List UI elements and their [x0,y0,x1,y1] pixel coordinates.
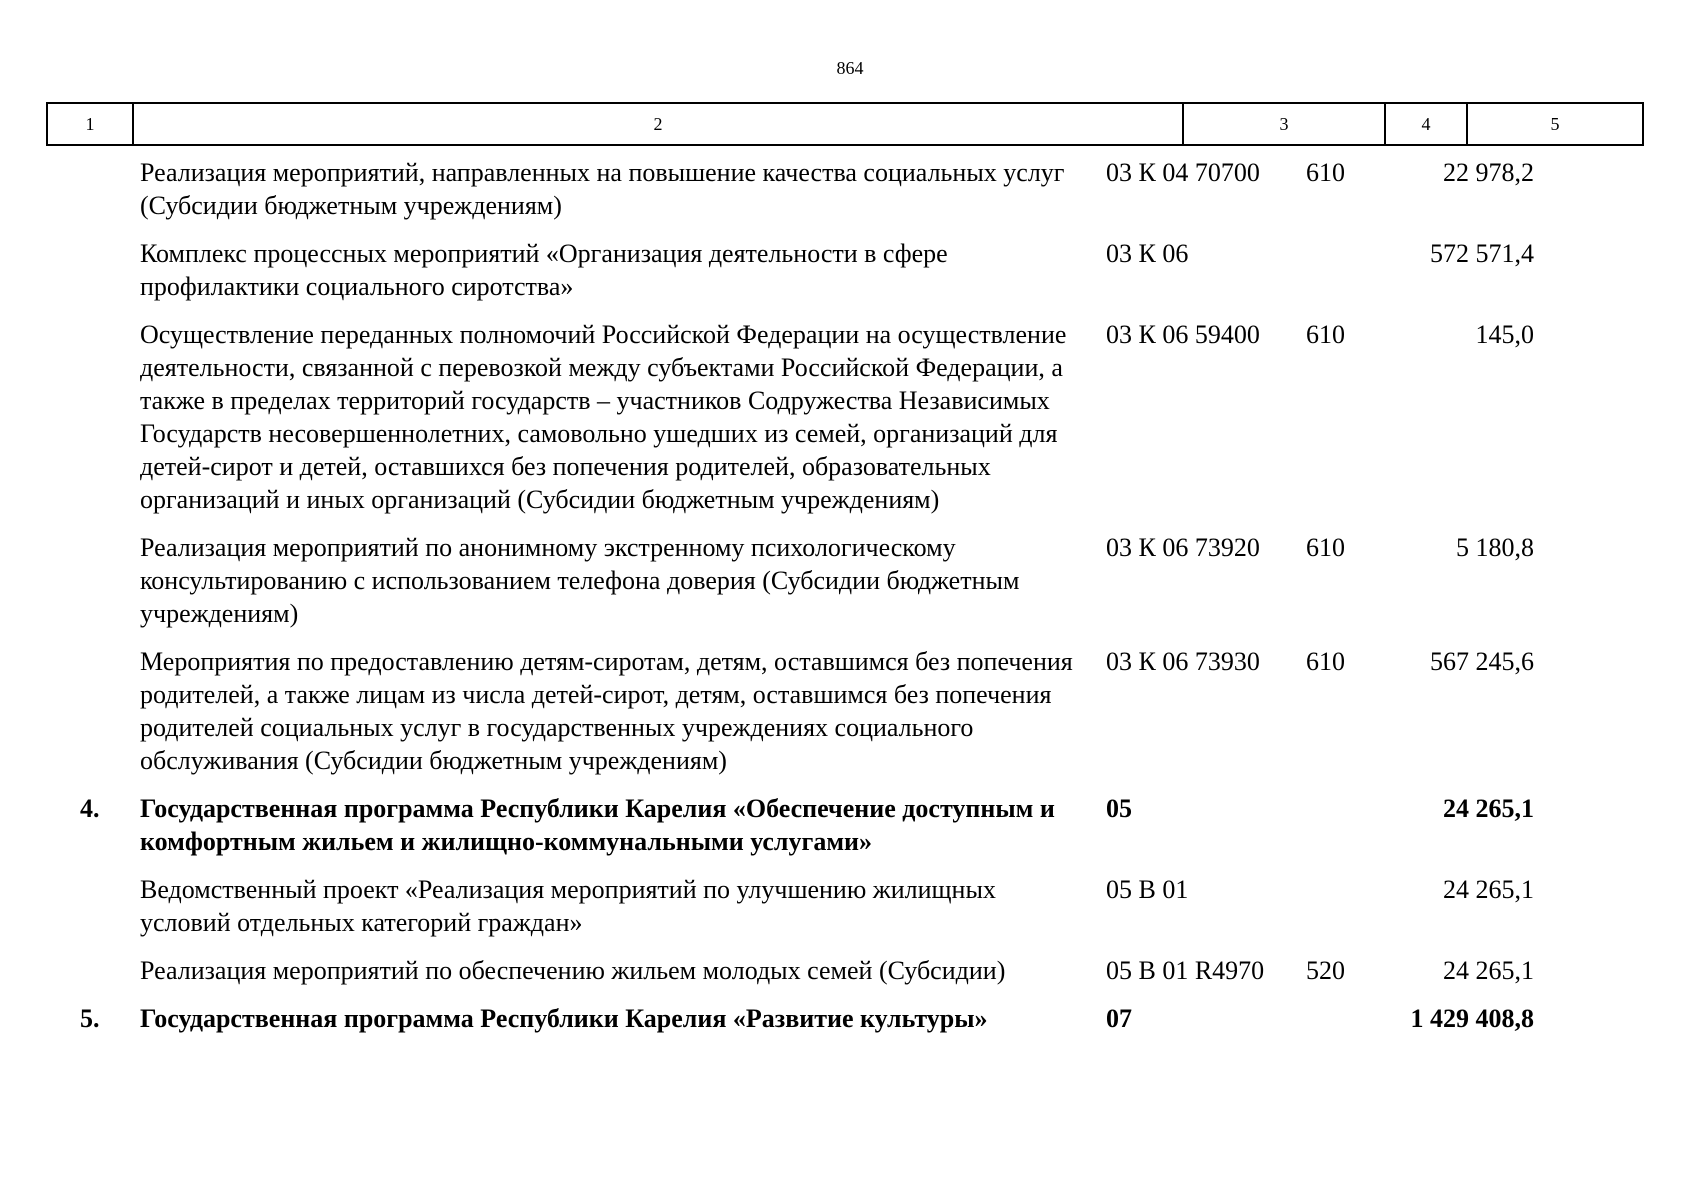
table-row-program [46,1002,1642,1035]
row-amount: 572 571,4 [1430,239,1534,268]
row-expense-type: 610 [1306,320,1345,349]
table-row-program [46,792,1642,858]
table-row [46,156,1642,222]
page-number: 864 [836,58,864,78]
row-amount: 22 978,2 [1443,158,1534,187]
column-header-2: 2 [133,103,1183,145]
table-row [46,531,1642,630]
row-code: 05 В 01 [1106,875,1189,904]
row-amount: 24 265,1 [1443,875,1534,904]
table-row [46,873,1642,939]
row-description: Реализация мероприятий по обеспечению жильем молодых семей (Субсидии) [140,956,1006,985]
column-header-1: 1 [47,103,133,145]
row-amount: 145,0 [1475,320,1534,349]
row-description: Ведомственный проект «Реализация мероприятий по улучшению жилищных условий отдельных категорий граждан» [140,875,996,937]
row-expense-type: 610 [1306,647,1345,676]
row-expense-type: 610 [1306,158,1345,187]
row-expense-type: 520 [1306,956,1345,985]
table-body [46,156,1642,1035]
row-description: Государственная программа Республики Карелия «Развитие культуры» [140,1004,988,1033]
row-code: 03 К 06 73920 [1106,533,1260,562]
row-code: 05 [1106,794,1132,823]
row-description: Государственная программа Республики Карелия «Обеспечение доступным и комфортным жильем и жилищно-коммунальными услугами» [140,794,1055,856]
row-code: 07 [1106,1004,1132,1033]
row-amount: 24 265,1 [1443,956,1534,985]
row-code: 03 К 06 [1106,239,1189,268]
row-description: Реализация мероприятий, направленных на повышение качества социальных услуг (Субсидии бюджетным учреждениям) [140,158,1065,220]
row-description: Комплекс процессных мероприятий «Организация деятельности в сфере профилактики социального сиротства» [140,239,948,301]
row-amount: 567 245,6 [1430,647,1534,676]
row-amount: 5 180,8 [1456,533,1534,562]
row-description: Реализация мероприятий по анонимному экстренному психологическому консультированию с использованием телефона доверия (Субсидии бюджетным учреждениям) [140,533,1020,628]
column-header-5: 5 [1467,103,1643,145]
table-row [46,954,1642,987]
row-code: 05 В 01 R4970 [1106,956,1265,985]
table-row [46,318,1642,516]
row-code: 03 К 04 70700 [1106,158,1260,187]
row-amount: 1 429 408,8 [1410,1004,1534,1033]
row-expense-type: 610 [1306,533,1345,562]
row-code: 03 К 06 73930 [1106,647,1260,676]
column-header-4: 4 [1385,103,1467,145]
table-row [46,645,1642,777]
row-description: Осуществление переданных полномочий Российской Федерации на осуществление деятельности, связанной с перевозкой между субъектами Российской Федерации, а также в пределах территорий государств – участников Содружества Независимых Государств несовершеннолетних, самовольно ушедших из семей, организаций для детей-сирот и детей, оставшихся без попечения родителей, образовательных организаций и иных организаций (Субсидии бюджетным учреждениям) [140,320,1067,514]
row-code: 03 К 06 59400 [1106,320,1260,349]
row-number: 4. [80,794,100,823]
row-number: 5. [80,1004,100,1033]
table-row [46,237,1642,303]
row-description: Мероприятия по предоставлению детям-сиротам, детям, оставшимся без попечения родителей, а также лицам из числа детей-сирот, детям, оставшимся без попечения родителей социальных услуг в государственных учреждениях социального обслуживания (Субсидии бюджетным учреждениям) [140,647,1073,775]
row-amount: 24 265,1 [1443,794,1534,823]
column-header-3: 3 [1183,103,1385,145]
table-header [46,102,1644,146]
